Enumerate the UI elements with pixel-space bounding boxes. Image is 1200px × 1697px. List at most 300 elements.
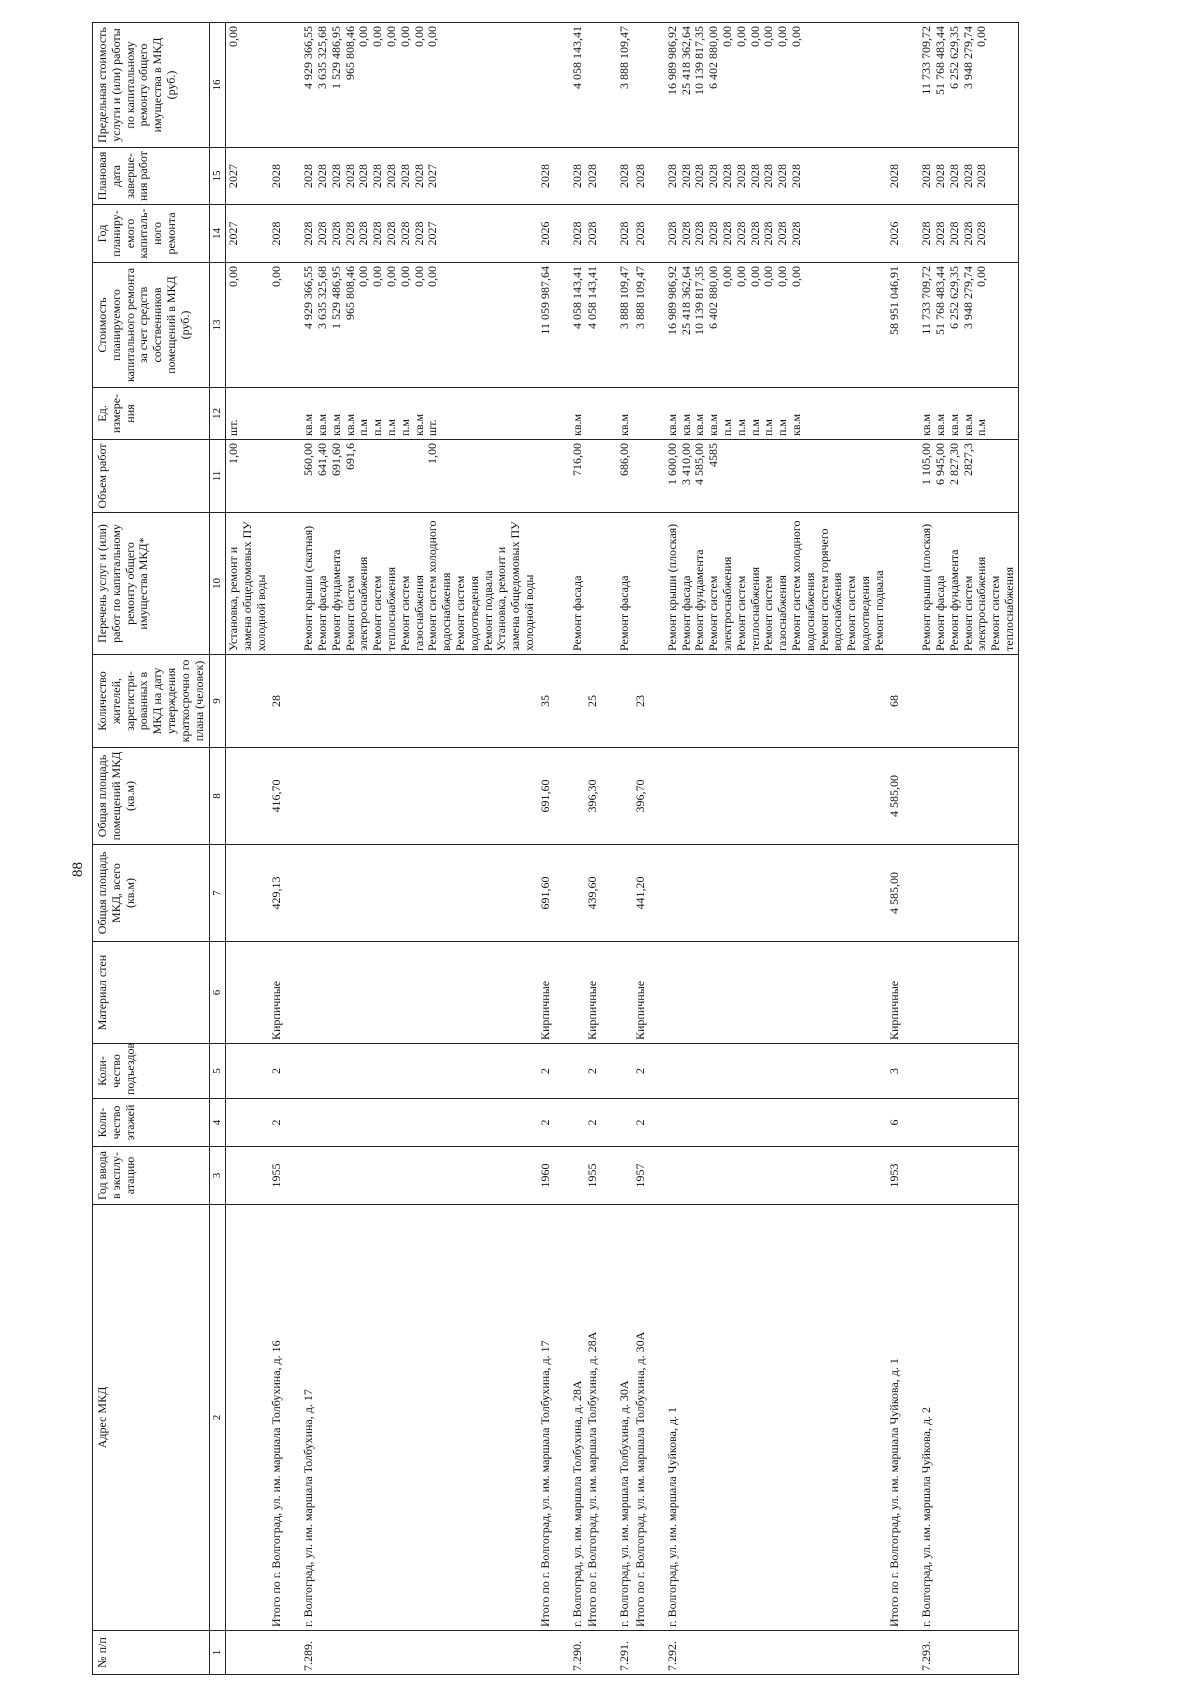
work-volume-entry	[357, 443, 371, 509]
work-volume-entry	[735, 443, 749, 509]
repair-year-entry: 2028	[632, 221, 647, 246]
completion-date-entry: 2028	[692, 164, 707, 188]
spacer-cell	[285, 748, 301, 845]
repair-year-entry: 2028	[328, 221, 343, 246]
repair-year	[301, 205, 538, 263]
max-cost	[585, 23, 601, 148]
repair-cost	[665, 263, 888, 388]
repair-cost-entry: 58 951 046,91	[887, 266, 902, 335]
entrances-count	[665, 1044, 888, 1099]
works-list-entry: Ремонт систем электроснабжения	[960, 556, 989, 651]
repair-year-entry: 2028	[569, 221, 584, 246]
work-volume-entry: 716,00	[569, 443, 584, 476]
repair-cost	[919, 263, 1018, 388]
unit-entry: п.м	[719, 418, 734, 436]
floors-count: 6	[887, 1099, 903, 1147]
row-spacer	[903, 23, 919, 1675]
unit-entry: п.м	[397, 418, 412, 436]
unit-entry: кв.м	[946, 413, 961, 436]
address	[226, 1205, 270, 1631]
unit-entry: кв.м	[342, 413, 357, 436]
max-cost	[887, 23, 903, 148]
unit-entry: п.м	[747, 418, 762, 436]
column-header-4: Коли-чество этажей	[93, 1099, 210, 1147]
repair-cost-entry: 6 402 880,00	[706, 266, 721, 329]
max-cost-entry: 6 252 629,35	[946, 26, 961, 89]
repair-cost-entry: 0,00	[775, 266, 790, 287]
max-cost-entry: 25 418 362,64	[678, 26, 693, 95]
works-list-entry: Ремонт фасада	[569, 575, 584, 651]
completion-date-entry: 2028	[328, 164, 343, 188]
floors-count	[226, 1099, 270, 1147]
row-spacer	[601, 23, 617, 1675]
works-list-entry: Ремонт систем электроснабжения	[706, 556, 734, 651]
max-cost	[665, 23, 888, 148]
repair-cost	[269, 263, 285, 388]
max-cost-entry: 1 529 486,95	[328, 26, 343, 89]
work-volume-entry: 1,00	[226, 443, 241, 464]
column-number-4: 4	[210, 1099, 226, 1147]
address: Итого по г. Волгоград, ул. им. маршала Чуйкова, д. 1	[887, 1205, 903, 1631]
spacer-cell	[601, 655, 617, 748]
repair-year-entry: 2028	[946, 221, 961, 246]
unit-entry: кв.м	[569, 413, 584, 436]
completion-date	[887, 148, 903, 205]
works-list-entry: Ремонт фасада	[933, 575, 948, 651]
spacer-cell	[903, 23, 919, 148]
spacer-cell	[649, 1147, 665, 1205]
page-number: 88	[70, 862, 86, 877]
total-area	[919, 845, 1018, 942]
repair-cost-entry: 10 139 817,35	[692, 266, 707, 335]
repair-cost	[301, 263, 538, 388]
spacer-cell	[649, 942, 665, 1044]
max-cost-entry: 16 989 986,92	[664, 26, 679, 95]
unit-entry: п.м	[383, 418, 398, 436]
max-cost-entry: 11 733 709,72	[919, 26, 934, 95]
repair-cost-entry: 1 529 486,95	[328, 266, 343, 329]
works-list-entry: Ремонт систем теплоснабжения	[988, 567, 1017, 651]
table-row	[665, 23, 888, 1675]
completion-date-entry: 2027	[425, 164, 440, 188]
column-number-8: 8	[210, 748, 226, 845]
spacer-cell	[649, 1205, 665, 1631]
entrances-count: 2	[633, 1044, 649, 1099]
floors-count	[665, 1099, 888, 1147]
repair-cost-entry: 0,00	[719, 266, 734, 287]
spacer-cell	[903, 440, 919, 513]
repair-cost-entry: 0,00	[356, 266, 371, 287]
works-list-entry: Ремонт крыши (скатная)	[301, 525, 316, 651]
max-cost-entry: 0,00	[383, 26, 398, 47]
unit-entry: кв.м	[960, 413, 975, 436]
works-list-entry: Ремонт систем теплоснабжения	[733, 567, 762, 651]
entrances-count: 3	[887, 1044, 903, 1099]
table-row	[570, 23, 586, 1675]
address: Итого по г. Волгоград, ул. им. маршала Толбухина, д. 16	[269, 1205, 285, 1631]
max-cost-entry: 3 635 325,68	[315, 26, 329, 89]
residents-count	[665, 655, 888, 748]
repair-cost-entry: 0,00	[411, 266, 426, 287]
residents-count: 28	[269, 655, 285, 748]
premises-area: 416,70	[269, 748, 285, 845]
repair-cost-entry: 0,00	[974, 266, 989, 287]
repair-year-entry: 2028	[775, 221, 790, 246]
repair-year-entry: 2028	[678, 221, 693, 246]
row-spacer	[554, 23, 570, 1675]
repair-year-entry: 2028	[692, 221, 707, 246]
entrances-count: 2	[538, 1044, 554, 1099]
completion-date-entry: 2028	[733, 164, 748, 188]
table-row	[301, 23, 538, 1675]
spacer-cell	[649, 748, 665, 845]
repair-year-entry: 2028	[919, 221, 934, 246]
work-volume	[887, 440, 903, 513]
spacer-cell	[903, 513, 919, 655]
completion-date-entry: 2028	[933, 164, 948, 188]
repair-year-entry: 2026	[887, 221, 902, 246]
work-volume-entry: 691,60	[328, 443, 343, 476]
spacer-cell	[285, 655, 301, 748]
unit-entry: п.м	[761, 418, 776, 436]
column-header-14: Год планиру-емого капиталь-ного ремонта	[93, 205, 210, 263]
repair-cost-entry: 3 635 325,68	[315, 266, 329, 329]
header-row	[93, 23, 210, 1675]
repair-year-entry: 2028	[733, 221, 748, 246]
spacer-cell	[554, 845, 570, 942]
total-area	[665, 845, 888, 942]
column-number-11: 11	[210, 440, 226, 513]
residents-count: 25	[585, 655, 601, 748]
repair-year	[538, 205, 554, 263]
completion-date-entry: 2028	[919, 164, 934, 188]
column-number-5: 5	[210, 1044, 226, 1099]
spacer-cell	[903, 1631, 919, 1675]
work-volume	[570, 440, 586, 513]
spacer-cell	[285, 205, 301, 263]
column-header-16: Предельная стоимость услуги и (или) работы по капитальному ремонту общего имущества в МКД (руб.)	[93, 23, 210, 148]
spacer-cell	[903, 1044, 919, 1099]
unit-entry: кв.м	[919, 413, 934, 436]
works-list-entry: Ремонт систем электроснабжения	[342, 556, 371, 651]
max-cost-entry: 0,00	[775, 26, 790, 47]
total-row	[887, 23, 903, 1675]
repair-cost-entry: 0,00	[370, 266, 385, 287]
works-list-entry: Ремонт фундамента	[946, 549, 961, 651]
residents-count	[301, 655, 538, 748]
row-number	[887, 1631, 903, 1675]
works-list-entry: Ремонт систем холодного водоснабжения	[425, 520, 454, 651]
column-header-5: Коли-чество подъездов	[93, 1044, 210, 1099]
work-volume-entry: 4 585,00	[692, 443, 707, 485]
spacer-cell	[554, 388, 570, 440]
unit-entry: кв.м	[678, 413, 693, 436]
row-number	[585, 1631, 601, 1675]
works-list-entry: Ремонт систем водоотведения	[452, 575, 481, 651]
spacer-cell	[649, 845, 665, 942]
total-row	[538, 23, 554, 1675]
max-cost-entry: 0,00	[226, 26, 241, 47]
commission-year: 1960	[538, 1147, 554, 1205]
max-cost-entry: 10 139 817,35	[692, 26, 707, 95]
column-number-9: 9	[210, 655, 226, 748]
commission-year	[301, 1147, 538, 1205]
spacer-cell	[601, 845, 617, 942]
spacer-cell	[649, 440, 665, 513]
works-list	[919, 513, 1018, 655]
total-area	[226, 845, 270, 942]
completion-date-entry: 2028	[356, 164, 371, 188]
spacer-cell	[554, 1631, 570, 1675]
total-area: 439,60	[585, 845, 601, 942]
repair-cost-entry: 0,00	[425, 266, 440, 287]
commission-year: 1957	[633, 1147, 649, 1205]
works-list-entry: Установка, ремонт и замена общедомовых ПУ холодной воды	[226, 521, 268, 651]
work-volume-entry	[385, 443, 399, 509]
column-number-3: 3	[210, 1147, 226, 1205]
max-cost-entry: 0,00	[370, 26, 385, 47]
spacer-cell	[903, 1099, 919, 1147]
repair-cost-entry: 0,00	[397, 266, 412, 287]
completion-date-entry: 2028	[706, 164, 721, 188]
work-volume-entry	[749, 443, 763, 509]
repair-cost	[633, 263, 649, 388]
completion-date-entry: 2028	[342, 164, 357, 188]
wall-material: Кирпичные	[585, 942, 601, 1044]
works-list	[570, 513, 586, 655]
work-volume-entry: 560,00	[301, 443, 316, 476]
column-header-8: Общая площадь помещений МКД (кв.м)	[93, 748, 210, 845]
works-list	[269, 513, 285, 655]
works-list-entry: Ремонт фасада	[678, 575, 693, 651]
spacer-cell	[554, 1205, 570, 1631]
work-volume	[585, 440, 601, 513]
spacer-cell	[903, 942, 919, 1044]
floors-count	[919, 1099, 1018, 1147]
unit-entry: п.м	[974, 418, 989, 436]
spacer-cell	[601, 748, 617, 845]
work-volume-entry: 3 410,00	[678, 443, 693, 485]
row-number	[269, 1631, 285, 1675]
repair-year-entry: 2028	[933, 221, 948, 246]
work-volume-entry: 1,00	[425, 443, 440, 464]
premises-area	[226, 748, 270, 845]
repair-cost	[617, 263, 633, 388]
repair-cost-entry: 6 252 629,35	[946, 266, 961, 329]
wall-material	[226, 942, 270, 1044]
repair-year	[633, 205, 649, 263]
completion-date	[538, 148, 554, 205]
spacer-cell	[285, 1631, 301, 1675]
work-volume-entry: 4585	[706, 443, 721, 467]
works-list-entry: Ремонт подвала	[480, 570, 495, 651]
column-header-2: Адрес МКД	[93, 1205, 210, 1631]
commission-year	[617, 1147, 633, 1205]
repair-year-entry: 2028	[664, 221, 679, 246]
spacer-cell	[554, 440, 570, 513]
spacer-cell	[601, 440, 617, 513]
unit	[538, 388, 554, 440]
completion-date-entry: 2028	[788, 164, 803, 188]
spacer-cell	[554, 655, 570, 748]
spacer-cell	[554, 1044, 570, 1099]
premises-area: 396,70	[633, 748, 649, 845]
max-cost-entry: 0,00	[425, 26, 440, 47]
works-list	[538, 513, 554, 655]
unit	[585, 388, 601, 440]
repair-year-entry: 2028	[411, 221, 426, 246]
work-volume-entry	[721, 443, 735, 509]
total-area: 429,13	[269, 845, 285, 942]
repair-year-entry: 2028	[719, 221, 734, 246]
spacer-cell	[285, 1044, 301, 1099]
repair-year-entry: 2028	[761, 221, 776, 246]
column-header-7: Общая площадь МКД, всего (кв.м)	[93, 845, 210, 942]
total-row	[269, 23, 285, 1675]
max-cost	[617, 23, 633, 148]
spacer-cell	[601, 1205, 617, 1631]
repair-year-entry: 2028	[747, 221, 762, 246]
completion-date	[269, 148, 285, 205]
repair-year-entry: 2028	[788, 221, 803, 246]
repair-cost-entry: 3 888 109,47	[632, 266, 647, 329]
works-list	[226, 513, 270, 655]
completion-date	[585, 148, 601, 205]
spacer-cell	[285, 388, 301, 440]
address: г. Волгоград, ул. им. маршала Толбухина, д. 30А	[617, 1205, 633, 1631]
repair-cost-entry: 11 733 709,72	[919, 266, 934, 335]
work-volume	[269, 440, 285, 513]
wall-material: Кирпичные	[538, 942, 554, 1044]
address: Итого по г. Волгоград, ул. им. маршала Толбухина, д. 28А	[585, 1205, 601, 1631]
repair-cost-entry: 0,00	[761, 266, 776, 287]
row-number: 7.291.	[617, 1631, 633, 1675]
completion-date-entry: 2028	[632, 164, 647, 188]
completion-date-entry: 2028	[370, 164, 385, 188]
completion-date	[665, 148, 888, 205]
repair-year-entry: 2028	[356, 221, 371, 246]
spacer-cell	[285, 263, 301, 388]
unit	[301, 388, 538, 440]
completion-date-entry: 2028	[269, 164, 284, 188]
works-list-entry: Установка, ремонт и замена общедомовых ПУ холодной воды	[494, 521, 536, 651]
unit-entry: шт.	[226, 419, 241, 436]
completion-date-entry: 2028	[664, 164, 679, 188]
work-volume-entry: 686,00	[617, 443, 632, 476]
spacer-cell	[649, 263, 665, 388]
work-volume-entry	[371, 443, 385, 509]
max-cost	[538, 23, 554, 148]
completion-date-entry: 2028	[761, 164, 776, 188]
column-number-13: 13	[210, 263, 226, 388]
spacer-cell	[649, 513, 665, 655]
column-header-1: № п/п	[93, 1631, 210, 1675]
unit	[570, 388, 586, 440]
row-number	[633, 1631, 649, 1675]
works-list-entry: Ремонт систем газоснабжения	[761, 575, 790, 651]
completion-date	[919, 148, 1018, 205]
works-list-entry: Ремонт фундамента	[692, 549, 707, 651]
row-number: 7.290.	[570, 1631, 586, 1675]
spacer-cell	[903, 1205, 919, 1631]
premises-area: 396,30	[585, 748, 601, 845]
works-list	[585, 513, 601, 655]
spacer-cell	[601, 205, 617, 263]
spacer-cell	[649, 388, 665, 440]
spacer-cell	[903, 748, 919, 845]
premises-area	[665, 748, 888, 845]
spacer-cell	[554, 748, 570, 845]
completion-date	[301, 148, 538, 205]
entrances-count	[301, 1044, 538, 1099]
work-volume-entry: 1 105,00	[919, 443, 934, 485]
works-list	[633, 513, 649, 655]
work-volume	[538, 440, 554, 513]
row-number: 7.289.	[301, 1631, 538, 1675]
repair-cost	[585, 263, 601, 388]
unit	[665, 388, 888, 440]
spacer-cell	[649, 205, 665, 263]
residents-count: 23	[633, 655, 649, 748]
commission-year: 1955	[269, 1147, 285, 1205]
repair-year-entry: 2028	[960, 221, 975, 246]
spacer-cell	[285, 942, 301, 1044]
unit	[617, 388, 633, 440]
floors-count: 2	[633, 1099, 649, 1147]
entrances-count	[226, 1044, 270, 1099]
residents-count	[919, 655, 1018, 748]
work-volume	[301, 440, 538, 513]
repair-cost-entry: 25 418 362,64	[678, 266, 693, 335]
work-volume	[919, 440, 1018, 513]
unit	[269, 388, 285, 440]
completion-date-entry: 2028	[585, 164, 600, 188]
works-list-entry: Ремонт систем горячего водоснабжения	[816, 528, 845, 651]
spacer-cell	[554, 23, 570, 148]
repair-cost-entry: 0,00	[269, 266, 284, 287]
repair-year	[570, 205, 586, 263]
completion-date	[617, 148, 633, 205]
spacer-cell	[649, 23, 665, 148]
residents-count	[226, 655, 270, 748]
spacer-cell	[649, 148, 665, 205]
work-volume	[226, 440, 270, 513]
column-header-9: Количество жителей, зарегистри-рованных в МКД на дату утверждения краткосрочно го плана (человек)	[93, 655, 210, 748]
repair-cost-entry: 965 808,46	[342, 266, 357, 320]
residents-count: 35	[538, 655, 554, 748]
residents-count	[617, 655, 633, 748]
work-volume-entry	[776, 443, 790, 509]
works-list-entry: Ремонт систем водоотведения	[844, 575, 872, 651]
repair-cost-entry: 0,00	[747, 266, 762, 287]
column-number-14: 14	[210, 205, 226, 263]
max-cost-entry: 965 808,46	[342, 26, 357, 80]
spacer-cell	[601, 388, 617, 440]
spacer-cell	[285, 1099, 301, 1147]
repair-year	[617, 205, 633, 263]
total-area: 691,60	[538, 845, 554, 942]
completion-date	[226, 148, 270, 205]
repair-year	[665, 205, 888, 263]
entrances-count	[617, 1044, 633, 1099]
unit-entry: п.м	[775, 418, 790, 436]
column-number-6: 6	[210, 942, 226, 1044]
max-cost-entry: 0,00	[974, 26, 989, 47]
total-area: 441,20	[633, 845, 649, 942]
repair-cost	[887, 263, 903, 388]
max-cost	[570, 23, 586, 148]
repair-year-entry: 2027	[425, 221, 440, 246]
